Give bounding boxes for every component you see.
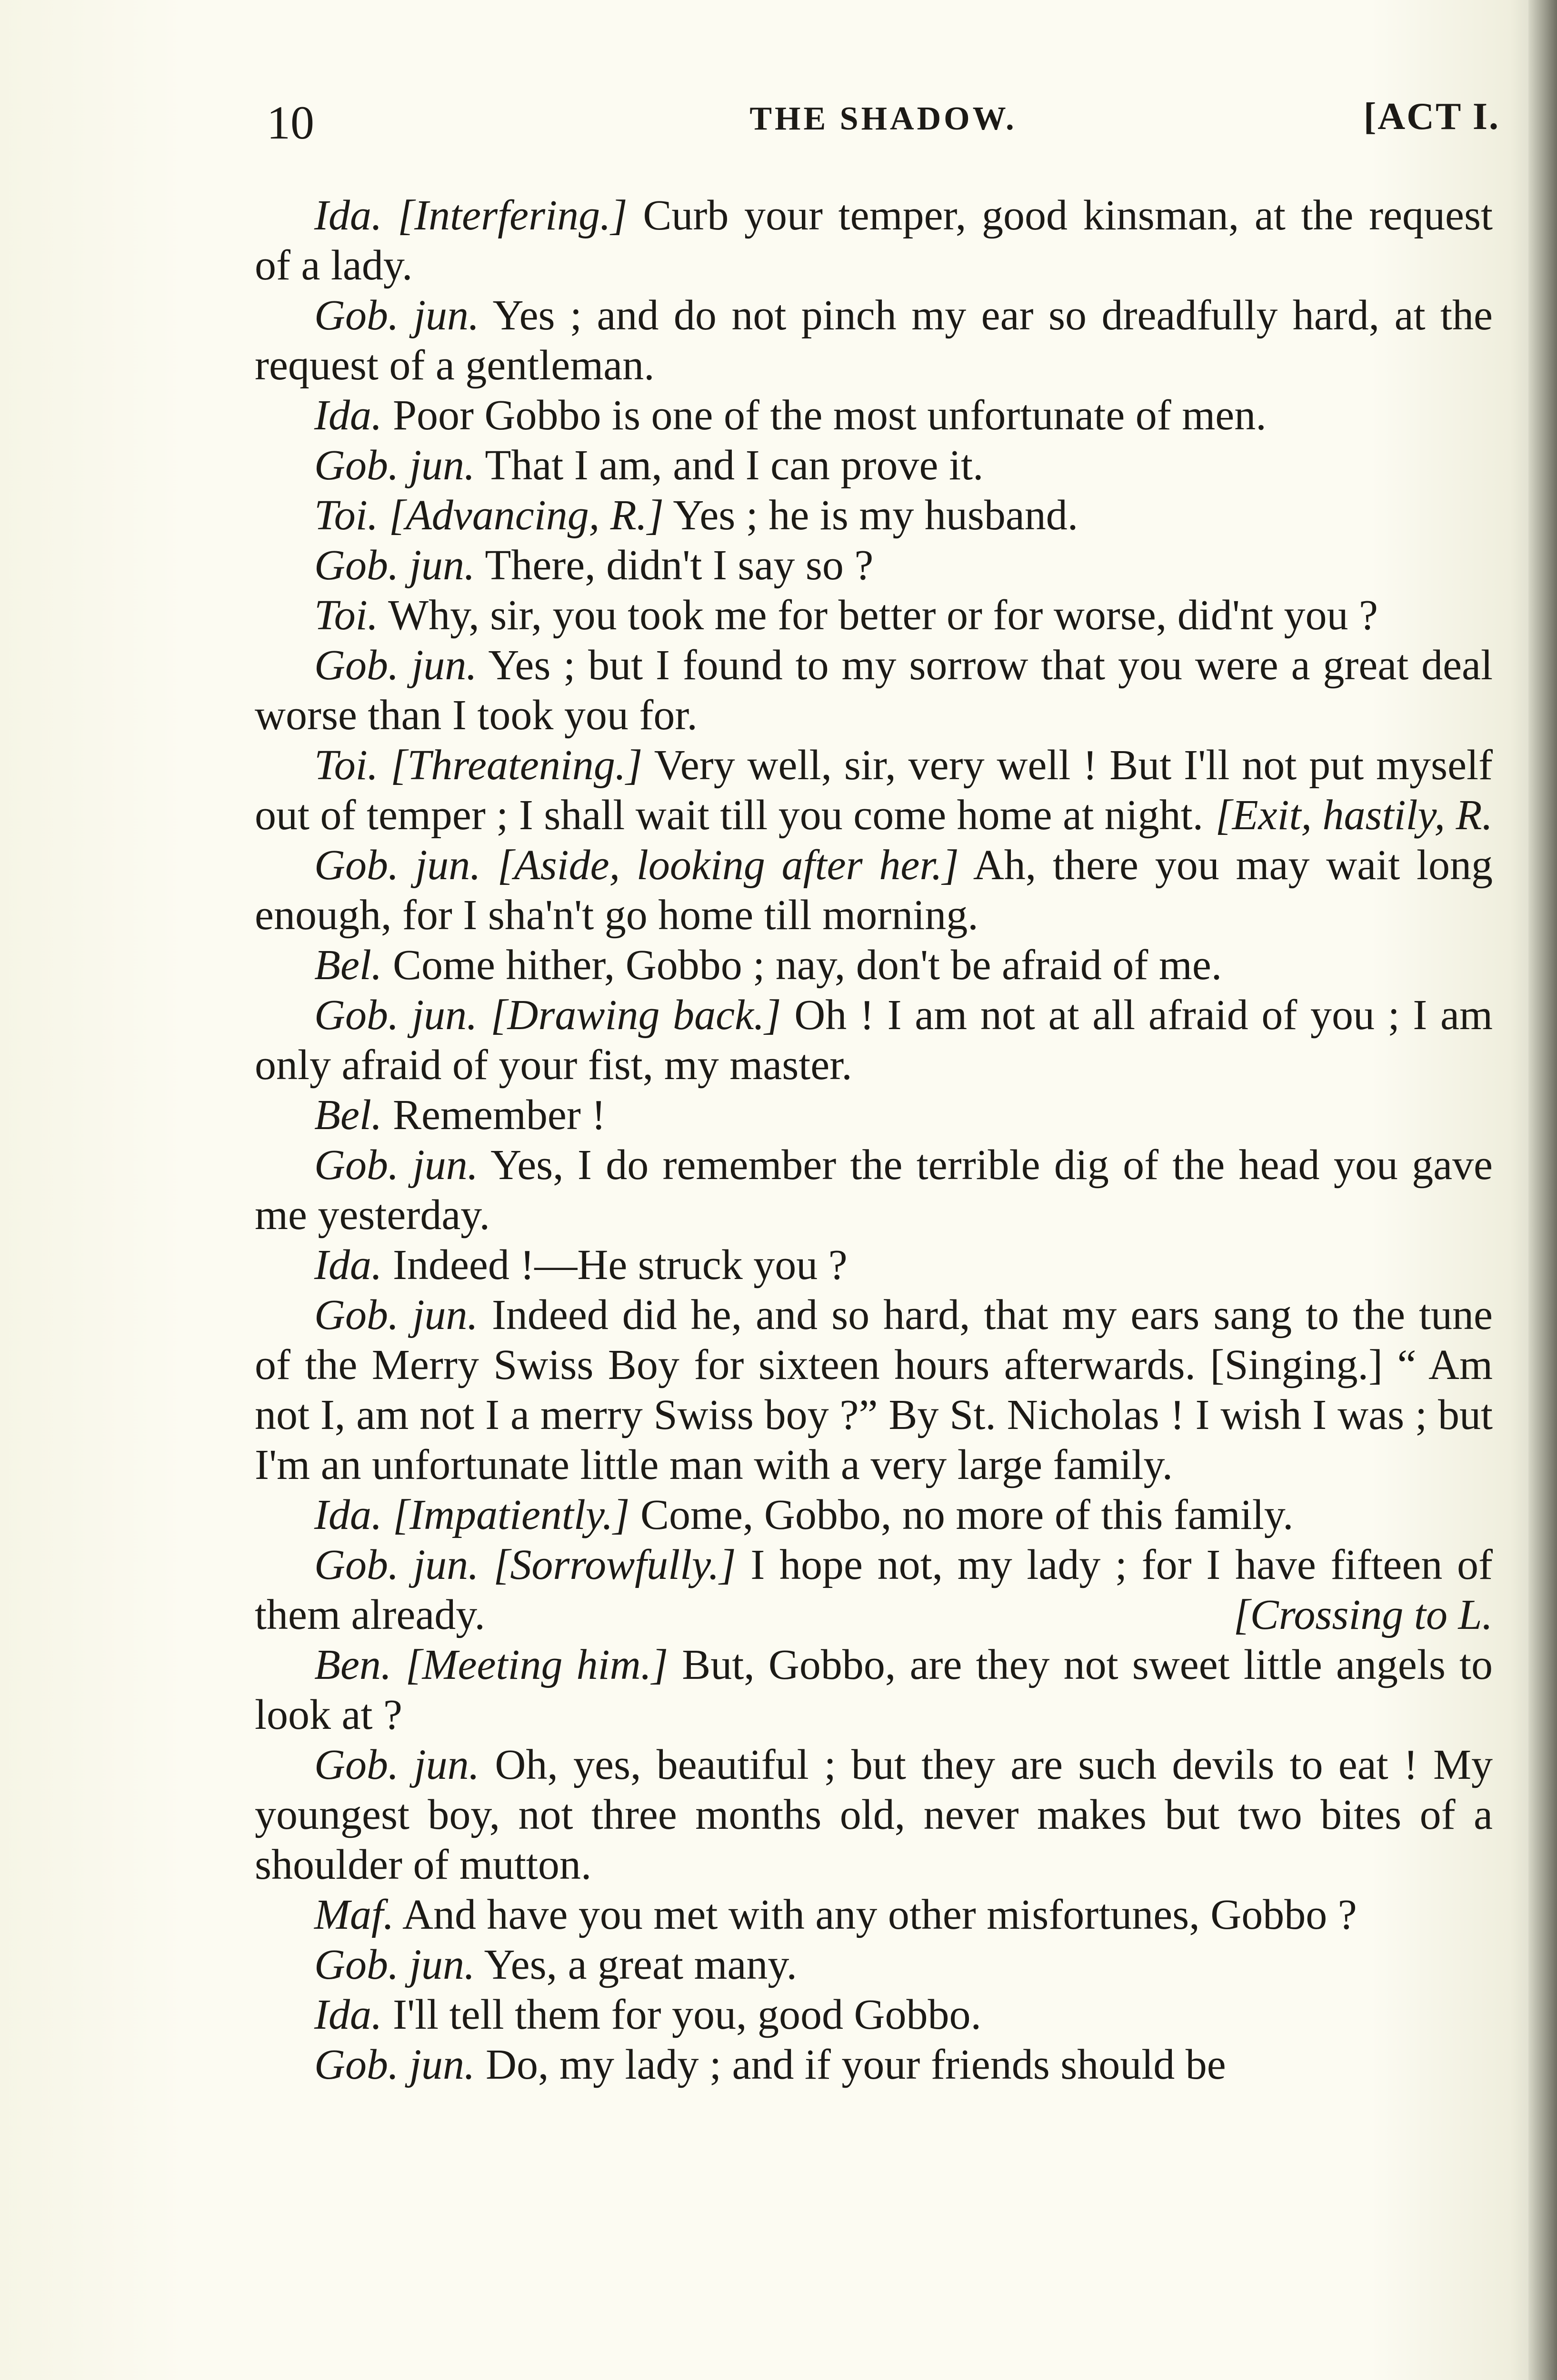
spoken-text: Yes, a great many. xyxy=(484,1941,798,1988)
spoken-text: Come, Gobbo, no more of this family. xyxy=(640,1491,1294,1538)
dialogue-line xyxy=(255,190,1493,290)
speaker-name: Toi. xyxy=(314,592,379,639)
speaker-name: Gob. jun. xyxy=(314,442,475,489)
speaker-name: Ida. xyxy=(314,1491,382,1538)
spoken-text: And have you met with any other misfortunes, Gobbo ? xyxy=(402,1891,1357,1938)
speaker-name: Gob. jun. xyxy=(314,642,477,689)
spoken-text: Very well, sir, very well ! But I'll not put myself out of temper ; I shall wait till you come home at night. xyxy=(255,742,1493,839)
spoken-text: I hope not, my lady ; for I have fifteen of them already. xyxy=(255,1541,1493,1638)
speaker-name: Bel. xyxy=(314,942,382,989)
act-label: [ACT I. xyxy=(1363,96,1500,138)
spoken-text: Do, my lady ; and if your friends should be xyxy=(486,2041,1226,2088)
spoken-text: Indeed did he, and so hard, that my ears sang to the tune of the Merry Swiss Boy for sixteen hours afterwards. [Singing.] “ Am not I, am not I a merry Swiss boy ?” By St. Nicholas ! I wish I was ; but I'm an unfortunate little man with a very large family. xyxy=(255,1291,1493,1488)
speaker-name: Ida. xyxy=(314,1241,382,1289)
running-title: THE SHADOW. xyxy=(749,100,1017,137)
spoken-text: Why, sir, you took me for better or for worse, did'nt you ? xyxy=(388,592,1378,639)
dialogue-line xyxy=(255,1940,1493,1990)
spoken-text: Yes ; and do not pinch my ear so dreadfully hard, at the request of a gentleman. xyxy=(255,292,1493,389)
stage-direction: [Aside, looking after her.] xyxy=(497,842,959,889)
spoken-text: Oh, yes, beautiful ; but they are such devils to eat ! My youngest boy, not three months old, never makes but two bites of a shoulder of mutton. xyxy=(255,1741,1493,1888)
dialogue-line xyxy=(255,1990,1493,2040)
speaker-name: Gob. jun. xyxy=(314,1541,479,1588)
spoken-text: Remember ! xyxy=(392,1091,606,1139)
running-header xyxy=(267,95,1500,148)
speaker-name: Ida. xyxy=(314,1991,382,2038)
dialogue-line xyxy=(255,490,1493,540)
dialogue-line xyxy=(255,1090,1493,1140)
speaker-name: Gob. jun. xyxy=(314,842,481,889)
stage-direction: [Drawing back.] xyxy=(490,992,781,1039)
speaker-name: Ben. xyxy=(314,1641,392,1688)
spoken-text: That I am, and I can prove it. xyxy=(485,442,984,489)
speaker-name: Gob. jun. xyxy=(314,1941,475,1988)
spoken-text: Ah, there you may wait long enough, for I sha'n't go home till morning. xyxy=(255,842,1493,939)
dialogue-line xyxy=(255,2040,1493,2090)
page-edge xyxy=(1528,0,1557,2380)
exit-direction: [Exit, hastily, R. xyxy=(1215,792,1493,839)
spoken-text: Come hither, Gobbo ; nay, don't be afraid of me. xyxy=(392,942,1222,989)
speaker-name: Gob. jun. xyxy=(314,2041,475,2088)
speaker-name: Ida. xyxy=(314,392,382,439)
speaker-name: Ida. xyxy=(314,192,382,239)
stage-direction: [Impatiently.] xyxy=(392,1491,630,1538)
speaker-name: Toi. xyxy=(314,742,379,789)
speaker-name: Gob. jun. xyxy=(314,1291,478,1339)
speaker-name: Gob. jun. xyxy=(314,992,478,1039)
dialogue-line xyxy=(255,1240,1493,1290)
dialogue-line xyxy=(255,1140,1493,1240)
spoken-text: Yes ; but I found to my sorrow that you were a great deal worse than I took you for. xyxy=(255,642,1493,739)
dialogue-line xyxy=(255,1490,1493,1540)
spoken-text: Curb your temper, good kinsman, at the request of a lady. xyxy=(255,192,1493,289)
spoken-text: Yes, I do remember the terrible dig of the head you gave me yesterday. xyxy=(255,1141,1493,1239)
dialogue-line xyxy=(255,1290,1493,1490)
dialogue-line xyxy=(255,990,1493,1090)
exit-direction: [Crossing to L. xyxy=(1233,1591,1493,1638)
page-number: 10 xyxy=(267,96,314,149)
dialogue-line xyxy=(255,940,1493,990)
speaker-name: Toi. xyxy=(314,492,379,539)
speaker-name: Bel. xyxy=(314,1091,382,1139)
dialogue-line xyxy=(255,1890,1493,1940)
dialogue-line xyxy=(255,440,1493,490)
dialogue-line xyxy=(255,290,1493,390)
spoken-text: Yes ; he is my husband. xyxy=(673,492,1078,539)
dialogue-line xyxy=(255,1740,1493,1890)
spoken-text: Indeed !—He struck you ? xyxy=(392,1241,848,1289)
spoken-text: There, didn't I say so ? xyxy=(485,542,874,589)
spoken-text: Poor Gobbo is one of the most unfortunate of men. xyxy=(392,392,1267,439)
speaker-name: Gob. jun. xyxy=(314,1141,479,1189)
dialogue-line xyxy=(255,1640,1493,1740)
spoken-text: I'll tell them for you, good Gobbo. xyxy=(392,1991,982,2038)
speaker-name: Gob. jun. xyxy=(314,292,479,339)
stage-direction: [Sorrowfully.] xyxy=(493,1541,736,1588)
stage-direction: [Meeting him.] xyxy=(405,1641,669,1688)
stage-direction: [Advancing, R.] xyxy=(389,492,664,539)
speaker-name: Gob. jun. xyxy=(314,1741,480,1788)
dialogue-line xyxy=(255,640,1493,740)
speaker-name: Maf. xyxy=(314,1891,394,1938)
dialogue-line xyxy=(255,840,1493,940)
speaker-name: Gob. jun. xyxy=(314,542,475,589)
spoken-text: Oh ! I am not at all afraid of you ; I am only afraid of your fist, my master. xyxy=(255,992,1493,1089)
dialogue-line xyxy=(255,590,1493,640)
stage-direction: [Threatening.] xyxy=(390,742,643,789)
spoken-text: But, Gobbo, are they not sweet little angels to look at ? xyxy=(255,1641,1493,1738)
dialogue-line xyxy=(255,390,1493,440)
dialogue-text xyxy=(255,190,1493,2090)
stage-direction: [Interfering.] xyxy=(398,192,628,239)
dialogue-line xyxy=(255,540,1493,590)
